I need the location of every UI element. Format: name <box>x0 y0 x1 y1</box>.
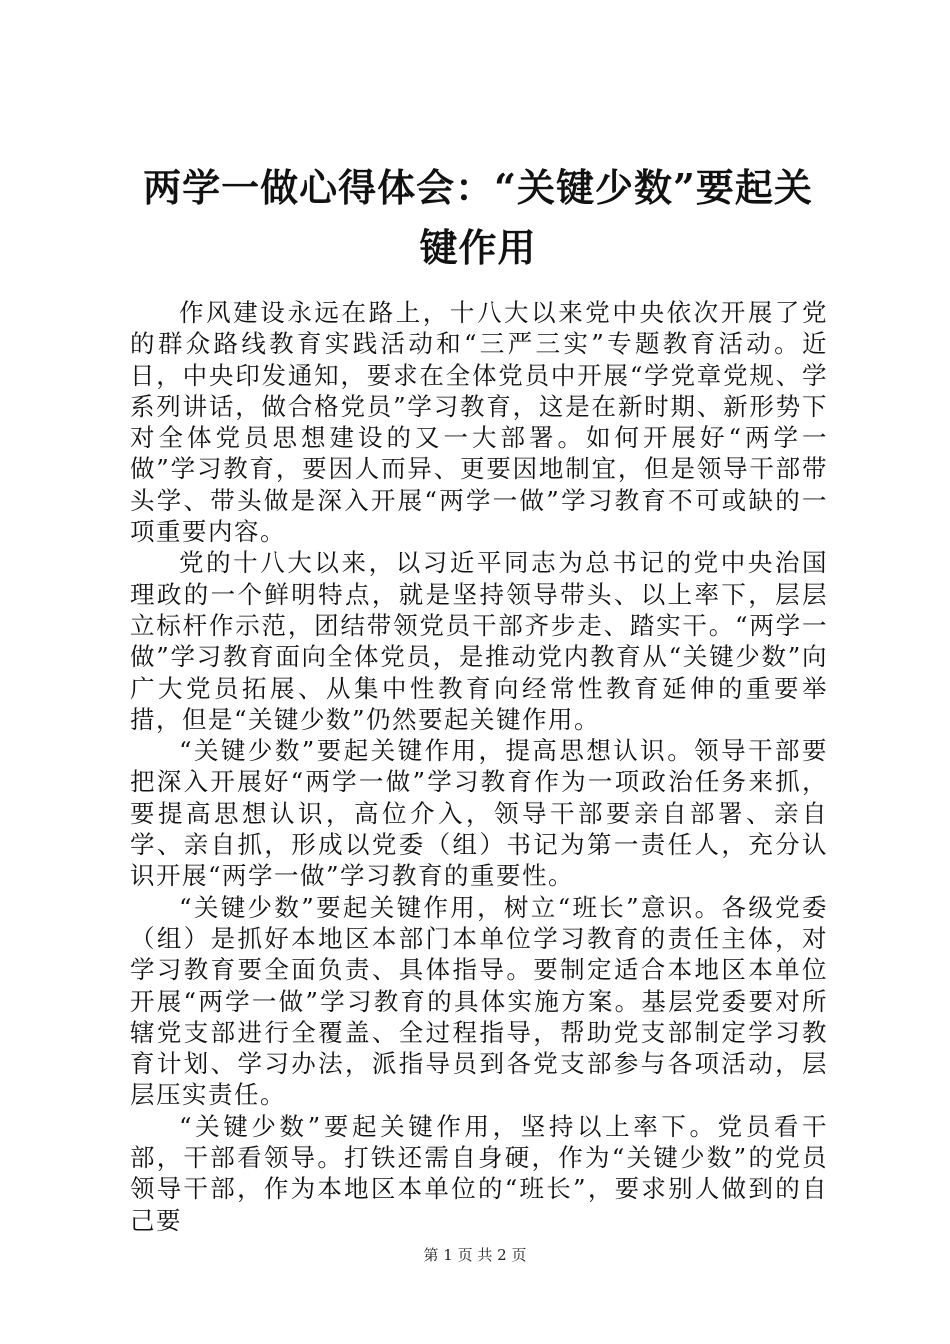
document-title: 两学一做心得体会：“关键少数”要起关键作用 <box>143 165 813 270</box>
page-footer: 第 1 页 共 2 页 <box>423 1246 527 1264</box>
document-body <box>130 297 828 1236</box>
paragraph: 党的十八大以来，以习近平同志为总书记的党中央治国理政的一个鲜明特点，就是坚持领导带头、以上率下，层层立标杆作示范，团结带领党员干部齐步走、踏实干。“两学一做”学习教育面向全体党员，是推动党内教育从“关键少数”向广大党员拓展、从集中性教育向经常性教育延伸的重要举措，但是“关键少数”仍然要起关键作用。 <box>130 548 828 734</box>
paragraph: “关键少数”要起关键作用，提高思想认识。领导干部要把深入开展好“两学一做”学习教育作为一项政治任务来抓，要提高思想认识，高位介入，领导干部要亲自部署、亲自学、亲自抓，形成以党委（组）书记为第一责任人，充分认识开展“两学一做”学习教育的重要性。 <box>130 736 828 891</box>
paragraph: “关键少数”要起关键作用，坚持以上率下。党员看干部，干部看领导。打铁还需自身硬，作为“关键少数”的党员领导干部，作为本地区本单位的“班长”，要求别人做到的自己要 <box>130 1111 828 1235</box>
paragraph: “关键少数”要起关键作用，树立“班长”意识。各级党委（组）是抓好本地区本部门本单位学习教育的责任主体，对学习教育要全面负责、具体指导。要制定适合本地区本单位开展“两学一做”学习教育的具体实施方案。基层党委要对所辖党支部进行全覆盖、全过程指导，帮助党支部制定学习教育计划、学习办法，派指导员到各党支部参与各项活动，层层压实责任。 <box>130 892 828 1110</box>
paragraph: 作风建设永远在路上，十八大以来党中央依次开展了党的群众路线教育实践活动和“三严三实”专题教育活动。近日，中央印发通知，要求在全体党员中开展“学党章党规、学系列讲话，做合格党员”学习教育，这是在新时期、新形势下对全体党员思想建设的又一大部署。如何开展好“两学一做”学习教育，要因人而异、更要因地制宜，但是领导干部带头学、带头做是深入开展“两学一做”学习教育不可或缺的一项重要内容。 <box>130 298 828 547</box>
